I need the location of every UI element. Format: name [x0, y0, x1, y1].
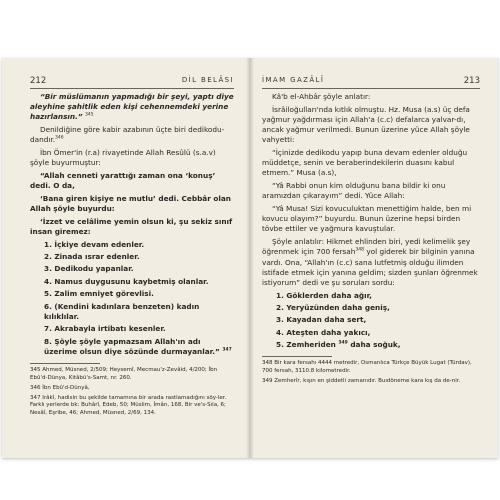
left-header-rule — [30, 88, 234, 89]
list-item: 4. Namus duygusunu kaybetmiş olanlar. — [44, 276, 209, 286]
right-body-text — [262, 92, 480, 388]
left-paragraph-6: ‘İzzet ve celâlime yemin olsun ki, şu sekiz sınıf insan giremez: — [30, 216, 233, 236]
left-footnote-rule — [30, 363, 100, 364]
right-paragraph-4: “Yâ Rabbi onun kim olduğunu bana bildir ki onu aramızdan çıkarayım” dedi. Yüce Allah: — [262, 181, 446, 201]
left-paragraph-2: Denildiğine göre kabir azabının üçte biri dedikodu-dandır.$^{346}$ — [30, 125, 225, 145]
list-item: 4. Ateşten daha yakıcı, — [276, 327, 371, 337]
list-item: 1. İçkiye devam edenler. — [44, 239, 145, 249]
list-item: 3. Kayadan daha sert, — [276, 315, 367, 325]
left-paragraph-5: ‘Bana giren kişiye ne mutlu’ dedi. Cebbâr olan Allah şöyle buyurdu: — [30, 193, 232, 214]
left-page-number: 212 — [30, 76, 47, 86]
left-paragraph-3: İbn Ömer'in (r.a) rivayetinde Allah Resûlü (s.a.v) şöyle buyurmuştur: — [30, 148, 216, 168]
right-header-rule — [262, 88, 480, 89]
list-item: 8. Şöyle şöyle yapmazsam Allah'ın adı üzerime olsun diye sözünde durmayanlar.” $^{347}$ — [44, 336, 232, 356]
list-item: 5. Zalim emniyet görevlisi. — [44, 289, 154, 299]
left-numbered-list — [44, 240, 234, 357]
list-item: 6. (Kendini kadınlara benzeten) kadın kılıklılar. — [44, 301, 200, 321]
right-header-title: İMAM GAZÂLÎ — [262, 76, 325, 84]
right-paragraph-3: “İçinizde dedikodu yapıp buna devam edenler olduğu müddetçe, senin ve beraberindekilerin duasını kabul etmem.” Musa (a.s), — [262, 148, 468, 178]
left-running-header — [30, 76, 234, 86]
footnote-ref-347: 347 — [222, 347, 232, 353]
right-page-number: 213 — [463, 76, 480, 86]
left-paragraph-1: “Bir müslümanın yapmadığı bir şeyi, yaptı diye aleyhine şahitlik eden kişi cehennemdeki yerine hazırlansın.” $^{345}$ — [30, 92, 234, 122]
right-paragraph-5: “Yâ Musa! Sizi kovuculuktan menettiğim halde, ben mi kovucu olayım?” buyurdu. Bunun üzerine hepsi birden tövbe ettiler ve yağmura kavuştular. — [262, 204, 472, 234]
right-numbered-list — [276, 291, 480, 351]
left-header-title: DİL BELÂSI — [181, 76, 234, 84]
book-spine-shadow — [246, 58, 254, 458]
footnote-ref-346: 346 — [55, 135, 64, 141]
footnote: 348 Bir kara fersahı 4444 metredir, Osmanlıca Türkçe Büyük Lugat (Türdav), 700 fersah, 3110.8 kilometredir. — [262, 360, 472, 375]
right-paragraph-2: İsrâiloğulları'nda kıtlık olmuştu. Hz. Musa (a.s) üç defa yağmur yağdırması için Allah'a (c.c) defalarca yalvar-dı, ancak yağmur verilmedi. Bunun üzerine yüce Allah şöyle vahyetti: — [262, 104, 470, 145]
list-item: 2. Yeryüzünden daha geniş, — [276, 303, 390, 313]
left-paragraph-4: “Allah cenneti yarattığı zaman ona ‘konuş’ dedi. O da, — [30, 170, 216, 191]
list-item: 5. Zemheriden $^{349}$ daha soğuk, — [276, 340, 401, 350]
list-item: 1. Göklerden daha ağır, — [276, 290, 372, 300]
footnote-ref-348: 348 — [355, 247, 364, 253]
right-footnote-rule — [262, 356, 332, 357]
list-item: 2. Zinada ısrar edenler. — [44, 252, 140, 262]
footnote: 347 Irâkî, hadisin bu şekilde tamamına bir arada rastlamadığını söy-ler. Farklı yerlerde bk: Buhârî, Edeb, 50; Müslim, İmân, 168, Bir ve's-Sıla, 6; Nesâî, Eşribe, 46; Ahmed, Müsned, 2/69, 134. — [30, 394, 227, 416]
right-paragraph-1: Kâ'b el-Ahbâr şöyle anlatır: — [272, 92, 371, 101]
left-page — [2, 58, 248, 458]
right-running-header — [262, 76, 480, 86]
right-paragraph-6: Şöyle anlatılır: Hikmet ehlinden biri, yedi kelimelik şey öğrenmek için 700 fersah$^{348}$ yol giderek bir bilginin yanına vardı. Ona, “Allah'ın (c.c) sana lutfetmiş olduğu ilimden istifade etmek için yanına geldim; sizden şunları öğrenmek istiyorum” dedi ve şu soruları sordu: — [262, 237, 478, 287]
list-item: 7. Akrabayla irtibatı kesenler. — [44, 324, 166, 334]
footnote: 346 İbn Ebû'd-Dünyâ, — [30, 384, 90, 391]
footnote: 345 Ahmed, Müsned, 2/509; Heysemî, Mecmau'z-Zevâid, 4/200; İbn Ebû'd-Dünya, Kitâbü's-Samt, nr. 260. — [30, 366, 218, 381]
footnote-ref-345: 345 — [84, 112, 94, 118]
list-item: 3. Dedikodu yapanlar. — [44, 264, 134, 274]
footnote: 349 Zemherîr, kışın en şiddetli zamanıdır. Buıdöneme kara kış da de-nir. — [262, 378, 461, 385]
left-body-text — [30, 92, 234, 420]
right-page — [254, 58, 500, 458]
footnote-ref-349: 349 — [338, 340, 348, 346]
